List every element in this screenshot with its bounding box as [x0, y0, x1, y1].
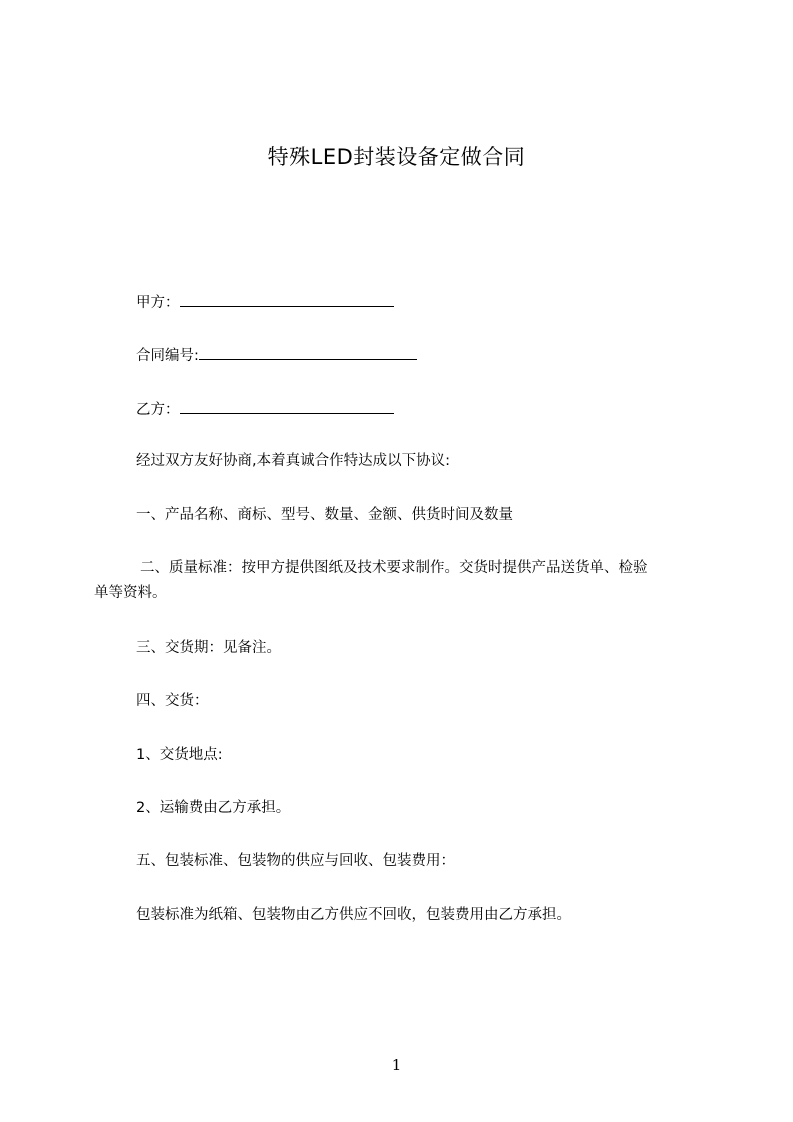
party-a-blank[interactable] [180, 291, 394, 307]
contract-no-label: 合同编号: [136, 348, 199, 364]
section-1-heading: 一、产品名称、商标、型号、数量、金额、供货时间及数量 [136, 507, 513, 523]
contract-no-line [136, 344, 417, 366]
page-number: 1 [391, 1056, 402, 1074]
party-b-line [136, 398, 394, 420]
delivery-item-2: 2、运输费由乙方承担。 [136, 800, 291, 816]
document-title: 特殊LED封装设备定做合同 [267, 145, 526, 169]
delivery-item-1: 1、交货地点: [136, 747, 223, 763]
party-b-blank[interactable] [180, 398, 394, 414]
party-b-label: 乙方： [136, 402, 180, 418]
section-5-heading: 五、包装标准、包装物的供应与回收、包装费用： [136, 853, 455, 869]
contract-no-blank[interactable] [199, 344, 417, 360]
section-4-heading: 四、交货： [136, 693, 209, 709]
party-a-label: 甲方： [136, 295, 180, 311]
party-a-line [136, 291, 394, 313]
packaging-paragraph: 包装标准为纸箱、包装物由乙方供应不回收，包装费用由乙方承担。 [136, 907, 571, 923]
section-2-line-1: 二、质量标准：按甲方提供图纸及技术要求制作。交货时提供产品送货单、检验 [140, 560, 648, 576]
section-2-line-2: 单等资料。 [94, 585, 167, 601]
intro-paragraph: 经过双方友好协商,本着真诚合作特达成以下协议: [136, 453, 450, 469]
section-3-heading: 三、交货期：见备注。 [136, 640, 281, 656]
